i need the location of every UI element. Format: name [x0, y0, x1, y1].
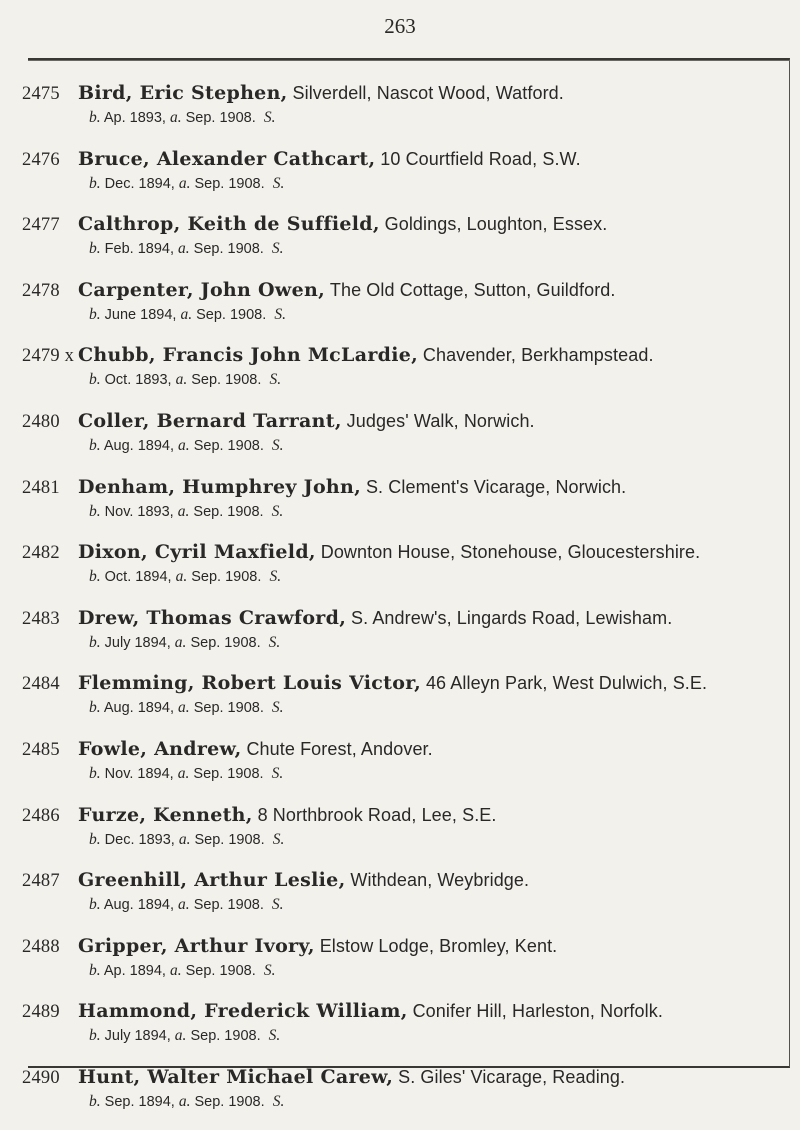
entry-admitted: Sep. 1908. [193, 437, 264, 454]
entry-name: Chubb, Francis John McLardie, [78, 344, 419, 367]
entry-house: S. [268, 633, 281, 651]
entry-name: Calthrop, Keith de Suffield, [78, 213, 380, 236]
entry-address: The Old Cottage, Sutton, Guildford. [329, 279, 616, 300]
register-entry [22, 342, 782, 408]
admitted-label: a. [174, 1027, 187, 1045]
entry-house: S. [272, 174, 285, 192]
entry-admitted: Sep. 1908. [193, 241, 264, 258]
entry-house: S. [271, 896, 284, 914]
register-entry [22, 146, 782, 212]
entry-number: 2490 [22, 1067, 60, 1088]
entry-name: Dixon, Cyril Maxfield, [78, 541, 316, 564]
admitted-label: a. [177, 764, 190, 782]
page-number: 263 [384, 14, 416, 38]
entry-birth: Nov. 1894, [104, 765, 174, 782]
admitted-label: a. [175, 371, 188, 389]
born-label: b. [89, 1092, 101, 1110]
entry-name: Bruce, Alexander Cathcart, [78, 147, 376, 170]
entry-birth: Aug. 1894, [103, 700, 175, 717]
born-label: b. [89, 568, 101, 586]
register-entry [22, 539, 782, 605]
entry-address: 46 Alleyn Park, West Dulwich, S.E. [425, 673, 708, 694]
born-label: b. [89, 240, 101, 258]
entry-birth: Aug. 1894, [103, 437, 175, 454]
admitted-label: a. [169, 109, 182, 126]
entry-house: S. [263, 961, 276, 979]
entry-birth: Ap. 1893, [103, 110, 166, 126]
entry-birth: July 1894, [104, 1028, 171, 1045]
register-list [22, 80, 782, 1130]
born-label: b. [89, 699, 101, 717]
register-entry [22, 670, 782, 736]
entry-admitted: Sep. 1908. [194, 175, 265, 192]
admitted-label: a. [178, 830, 191, 848]
entry-address: Chute Forest, Andover. [246, 738, 433, 759]
born-label: b. [89, 109, 101, 126]
entry-admitted: Sep. 1908. [190, 634, 261, 651]
entry-name: Hunt, Walter Michael Carew, [78, 1065, 394, 1088]
entry-birth: Oct. 1894, [104, 569, 172, 586]
entry-birth: Sep. 1894, [104, 1093, 175, 1110]
entry-number: 2478 [22, 280, 60, 301]
entry-admitted: Sep. 1908. [196, 306, 267, 323]
entry-number: 2480 [22, 411, 60, 432]
entry-house: S. [271, 502, 284, 520]
born-label: b. [89, 305, 101, 323]
entry-address: Withdean, Weybridge. [350, 870, 530, 891]
entry-house: S. [271, 436, 284, 454]
entry-address: Elstow Lodge, Bromley, Kent. [319, 935, 558, 956]
admitted-label: a. [178, 699, 190, 717]
entry-number: 2488 [22, 936, 60, 957]
register-entry [22, 998, 782, 1064]
register-entry [22, 277, 782, 343]
born-label: b. [89, 436, 101, 454]
entry-name: Bird, Eric Stephen, [78, 82, 288, 104]
entry-address: Judges' Walk, Norwich. [346, 410, 535, 431]
entry-house: S. [268, 1027, 281, 1045]
entry-number: 2486 [22, 805, 60, 826]
entry-number: 2482 [22, 543, 60, 564]
admitted-label: a. [169, 961, 182, 979]
entry-number: 2483 [22, 608, 60, 629]
entry-birth: Dec. 1893, [104, 831, 175, 848]
entry-house: S. [269, 371, 282, 389]
register-entry [22, 80, 782, 146]
born-label: b. [89, 764, 101, 782]
entry-name: Greenhill, Arthur Leslie, [78, 869, 346, 892]
entry-house: S. [271, 240, 284, 258]
entry-number: 2475 [22, 84, 60, 104]
entry-birth: Feb. 1894, [104, 241, 174, 258]
entry-house: S. [274, 305, 286, 323]
entry-birth: June 1894, [104, 306, 177, 323]
entry-birth: July 1894, [104, 634, 171, 651]
entry-address: Downton House, Stonehouse, Gloucestershire. [320, 542, 701, 563]
entry-address: S. Giles' Vicarage, Reading. [398, 1066, 626, 1087]
register-entry [22, 211, 782, 277]
entry-number: 2484 [22, 674, 60, 695]
entry-number: 2487 [22, 871, 60, 892]
born-label: b. [89, 1027, 101, 1045]
entry-name: Flemming, Robert Louis Victor, [78, 672, 422, 695]
entry-house: S. [272, 1092, 285, 1110]
entry-address: Conifer Hill, Harleston, Norfolk. [412, 1001, 663, 1022]
entry-name: Denham, Humphrey John, [78, 475, 362, 498]
entry-number: 2476 [22, 149, 60, 170]
entry-admitted: Sep. 1908. [185, 110, 256, 126]
entry-address: S. Andrew's, Lingards Road, Lewisham. [351, 607, 673, 628]
entry-admitted: Sep. 1908. [191, 569, 262, 586]
born-label: b. [89, 371, 101, 389]
entry-admitted: Sep. 1908. [191, 372, 262, 389]
entry-house: S. [272, 830, 285, 848]
entry-name: Carpenter, John Owen, [78, 278, 325, 301]
entry-name: Drew, Thomas Crawford, [78, 606, 347, 629]
entry-admitted: Sep. 1908. [193, 700, 264, 717]
entry-birth: Oct. 1893, [104, 372, 172, 389]
born-label: b. [89, 830, 101, 848]
born-label: b. [89, 896, 101, 914]
register-entry [22, 474, 782, 540]
entry-birth: Ap. 1894, [103, 962, 166, 979]
entry-number: 2485 [22, 739, 60, 760]
entry-name: Furze, Kenneth, [78, 803, 253, 826]
admitted-label: a. [177, 502, 190, 520]
born-label: b. [89, 633, 101, 651]
entry-admitted: Sep. 1908. [190, 1028, 261, 1045]
born-label: b. [89, 502, 101, 520]
admitted-label: a. [174, 633, 187, 651]
entry-address: Chavender, Berkhampstead. [422, 345, 654, 366]
admitted-label: a. [175, 568, 188, 586]
entry-number: 2477 [22, 215, 60, 236]
entry-admitted: Sep. 1908. [193, 503, 264, 520]
entry-name: Coller, Bernard Tarrant, [78, 409, 342, 432]
entry-admitted: Sep. 1908. [194, 831, 265, 848]
entry-number: 2479 x [22, 346, 75, 367]
entry-name: Gripper, Arthur Ivory, [78, 934, 315, 957]
entry-house: S. [271, 699, 284, 717]
born-label: b. [89, 961, 101, 979]
entry-house: S. [263, 109, 276, 126]
entry-admitted: Sep. 1908. [193, 765, 264, 782]
frame-inner-rule [28, 60, 790, 61]
entry-address: 10 Courtfield Road, S.W. [380, 148, 581, 169]
entry-address: Goldings, Loughton, Essex. [384, 214, 608, 235]
entry-house: S. [269, 568, 282, 586]
entry-address: 8 Northbrook Road, Lee, S.E. [257, 804, 497, 825]
register-entry [22, 736, 782, 802]
admitted-label: a. [180, 305, 193, 323]
entry-address: Silverdell, Nascot Wood, Watford. [292, 83, 564, 103]
entry-birth: Nov. 1893, [104, 503, 174, 520]
entry-name: Fowle, Andrew, [78, 737, 242, 760]
entry-address: S. Clement's Vicarage, Norwich. [365, 476, 627, 497]
entry-number: 2481 [22, 477, 60, 498]
register-entry [22, 408, 782, 474]
entry-house: S. [271, 764, 284, 782]
admitted-label: a. [178, 240, 190, 258]
entry-admitted: Sep. 1908. [185, 962, 256, 979]
register-entry [22, 605, 782, 671]
entry-admitted: Sep. 1908. [193, 897, 264, 914]
entry-birth: Dec. 1894, [104, 175, 175, 192]
register-entry [22, 802, 782, 868]
register-entry [22, 867, 782, 933]
admitted-label: a. [178, 174, 191, 192]
admitted-label: a. [178, 896, 190, 914]
born-label: b. [89, 174, 101, 192]
entry-birth: Aug. 1894, [103, 897, 175, 914]
entry-admitted: Sep. 1908. [194, 1093, 265, 1110]
entry-number: 2489 [22, 1002, 60, 1023]
register-entry [22, 933, 782, 999]
admitted-label: a. [178, 1092, 191, 1110]
register-entry [22, 1064, 782, 1130]
admitted-label: a. [178, 436, 190, 454]
entry-name: Hammond, Frederick William, [78, 1000, 408, 1023]
